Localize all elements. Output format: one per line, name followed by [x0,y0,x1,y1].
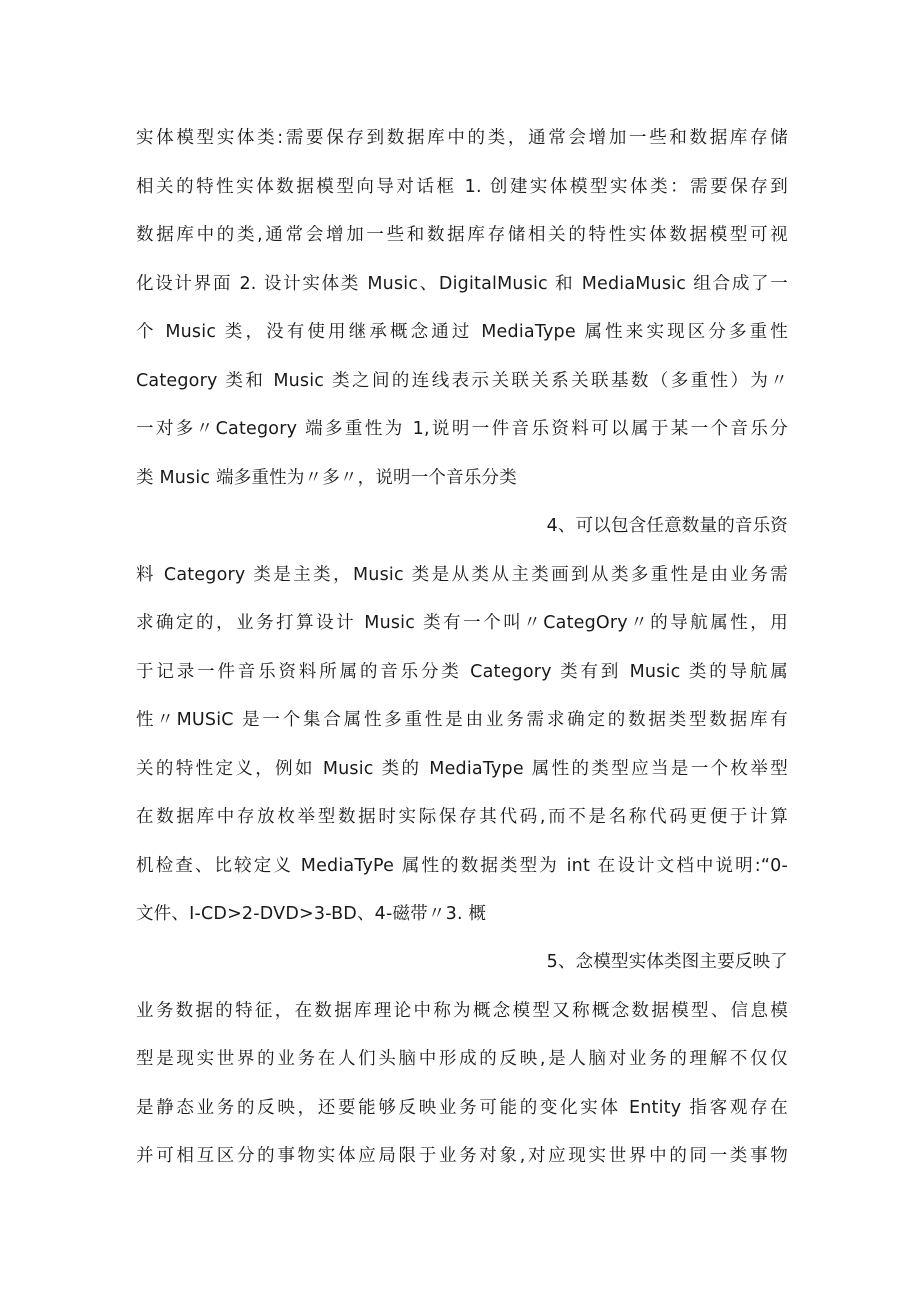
paragraph-line: 求确定的，业务打算设计 Music 类有一个叫〃CategOry〃的导航属性，用 [136,613,788,633]
paragraph-heading-line: 4、可以包含任意数量的音乐资 [546,516,788,536]
paragraph-entity-model [136,114,788,502]
paragraph-heading-line: 5、念模型实体类图主要反映了 [546,952,788,972]
paragraph-line: 料 Category 类是主类，Music 类是从类从主类画到从类多重性是由业务需 [136,564,788,585]
paragraph-line: 型是现实世界的业务在人们头脑中形成的反映,是人脑对业务的理解不仅仅 [136,1049,788,1069]
paragraph-line: 一对多〃Category 端多重性为 1,说明一件音乐资料可以属于某一个音乐分 [136,419,788,439]
paragraph-line: 机检查、比较定义 MediaTyPe 属性的数据类型为 int 在设计文档中说明:“0- [136,855,788,876]
paragraph-line: 化设计界面 2. 设计实体类 Music、DigitalMusic 和 MediaMusic 组合成了一 [136,273,788,294]
paragraph-line: 于记录一件音乐资料所属的音乐分类 Category 类有到 Music 类的导航属 [136,661,788,682]
paragraph-line: 在数据库中存放枚举型数据时实际保存其代码,而不是名称代码更便于计算 [136,807,788,827]
paragraph-concept-model [136,938,788,1181]
paragraph-line: 关的特性定义，例如 Music 类的 MediaType 属性的类型应当是一个枚举型 [136,758,788,779]
paragraph-category-music [136,502,788,939]
paragraph-line: 相关的特性实体数据模型向导对话框 1. 创建实体模型实体类：需要保存到 [136,176,788,197]
paragraph-line: 性〃MUSiC 是一个集合属性多重性是由业务需求确定的数据类型数据库有 [136,710,788,730]
paragraph-line: 是静态业务的反映，还要能够反映业务可能的变化实体 Entity 指客观存在 [136,1097,788,1118]
paragraph-line: 类 Music 端多重性为〃多〃，说明一个音乐分类 [136,467,517,488]
paragraph-line: Category 类和 Music 类之间的连线表示关联关系关联基数（多重性）为〃 [136,370,788,391]
paragraph-line: 文件、I-CD>2-DVD>3-BD、4-磁带〃3. 概 [136,904,487,924]
paragraph-line: 业务数据的特征，在数据库理论中称为概念模型又称概念数据模型、信息模 [136,1000,788,1021]
paragraph-line: 实体模型实体类:需要保存到数据库中的类，通常会增加一些和数据库存储 [136,128,788,148]
paragraph-line: 数据库中的类,通常会增加一些和数据库存储相关的特性实体数据模型可视 [136,225,788,245]
paragraph-line: 个 Music 类，没有使用继承概念通过 MediaType 属性来实现区分多重性 [136,322,788,342]
paragraph-line: 并可相互区分的事物实体应局限于业务对象,对应现实世界中的同一类事物 [136,1146,788,1166]
